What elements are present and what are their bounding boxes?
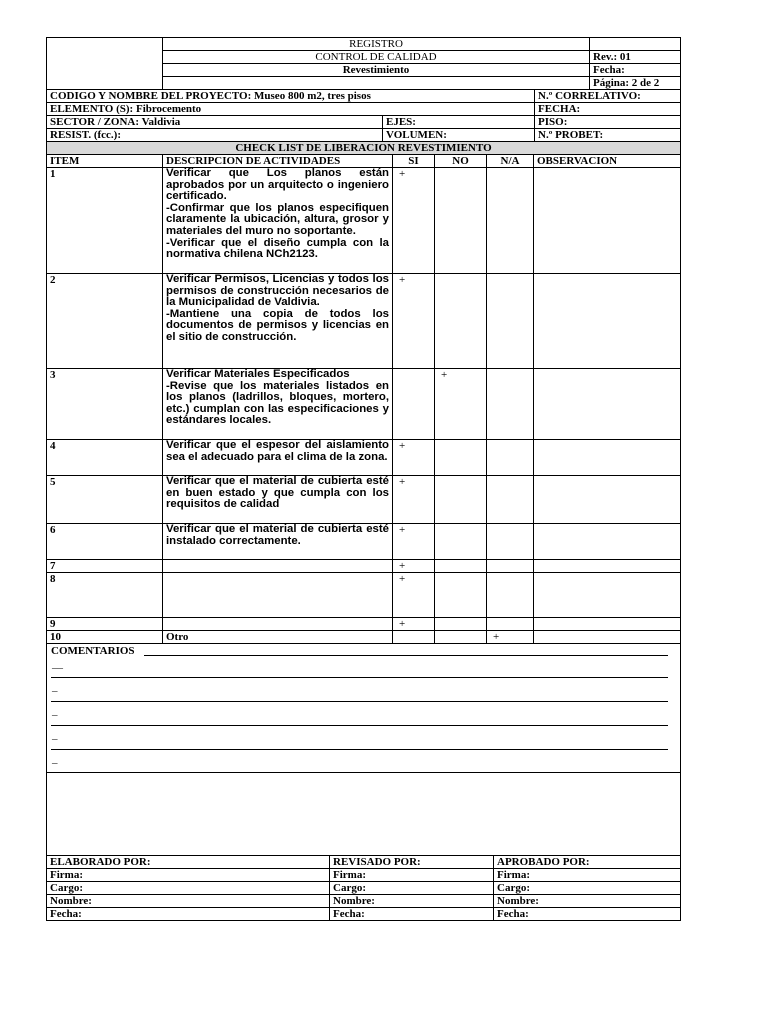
signature-field-firma[interactable]: Firma: xyxy=(47,869,330,882)
si-checkbox[interactable]: + xyxy=(393,274,435,369)
column-header: SI xyxy=(393,155,435,168)
quality-control-form xyxy=(46,37,681,921)
no-checkbox[interactable] xyxy=(435,168,487,274)
no-checkbox[interactable] xyxy=(435,476,487,524)
header-section: Revestimiento xyxy=(163,64,590,77)
comment-dash: _ xyxy=(52,729,58,741)
header-title: REGISTRO xyxy=(163,38,590,51)
observation-field[interactable] xyxy=(534,631,681,644)
na-checkbox[interactable] xyxy=(487,560,534,573)
checklist-row xyxy=(47,369,681,440)
item-number: 10 xyxy=(47,631,163,644)
project-info-table xyxy=(46,89,681,142)
checklist-row xyxy=(47,524,681,560)
comments-label: COMENTARIOS xyxy=(51,645,135,657)
header-subtitle: CONTROL DE CALIDAD xyxy=(163,51,590,64)
observation-field[interactable] xyxy=(534,440,681,476)
no-checkbox[interactable]: + xyxy=(435,369,487,440)
checklist-row xyxy=(47,168,681,274)
item-number: 6 xyxy=(47,524,163,560)
checklist-body xyxy=(47,168,681,644)
project-correlativo: N.º CORRELATIVO: xyxy=(535,90,681,103)
comment-line xyxy=(51,701,668,702)
activity-description: Verificar que el material de cubierta esté instalado correctamente. xyxy=(163,524,393,560)
signature-field-cargo[interactable]: Cargo: xyxy=(494,882,681,895)
checklist-row xyxy=(47,573,681,618)
item-number: 7 xyxy=(47,560,163,573)
observation-field[interactable] xyxy=(534,168,681,274)
no-checkbox[interactable] xyxy=(435,573,487,618)
signature-field-cargo[interactable]: Cargo: xyxy=(47,882,330,895)
comment-dash: _ xyxy=(52,753,58,765)
column-header: N/A xyxy=(487,155,534,168)
no-checkbox[interactable] xyxy=(435,560,487,573)
signature-field-nombre[interactable]: Nombre: xyxy=(330,895,494,908)
comments-section[interactable] xyxy=(46,644,681,773)
checklist-row xyxy=(47,631,681,644)
no-checkbox[interactable] xyxy=(435,618,487,631)
observation-field[interactable] xyxy=(534,476,681,524)
project-ejes: EJES: xyxy=(383,116,535,129)
checklist-row xyxy=(47,618,681,631)
column-header: ITEM xyxy=(47,155,163,168)
na-checkbox[interactable] xyxy=(487,274,534,369)
header-fecha: Fecha: xyxy=(590,64,681,77)
item-number: 1 xyxy=(47,168,163,274)
na-checkbox[interactable] xyxy=(487,573,534,618)
header-table xyxy=(46,37,681,90)
column-header: NO xyxy=(435,155,487,168)
activity-description: Otro xyxy=(163,631,393,644)
project-sector: SECTOR / ZONA: Valdivia xyxy=(47,116,383,129)
activity-description: Verificar que Los planos están aprobados por un arquitecto o ingeniero certificado. -Confirmar que los planos especifiquen claramente la ubicación, altura, grosor y materiales del muro no soportante. -Verificar que el diseño cumpla con la normativa chilena NCh2123. xyxy=(163,168,393,274)
comment-dash: _ xyxy=(52,681,58,693)
checklist-row xyxy=(47,560,681,573)
item-number: 2 xyxy=(47,274,163,369)
no-checkbox[interactable] xyxy=(435,440,487,476)
si-checkbox[interactable]: + xyxy=(393,168,435,274)
project-elemento: ELEMENTO (S): Fibrocemento xyxy=(47,103,535,116)
si-checkbox[interactable]: + xyxy=(393,573,435,618)
no-checkbox[interactable] xyxy=(435,274,487,369)
si-checkbox[interactable]: + xyxy=(393,560,435,573)
activity-description: Verificar Materiales Especificados -Revise que los materiales listados en los planos (ladrillos, bloques, mortero, etc.) cumplan con las especificaciones y estándares locales. xyxy=(163,369,393,440)
comment-line xyxy=(144,655,668,656)
header-pagina: Página: 2 de 2 xyxy=(590,77,681,90)
signature-field-firma[interactable]: Firma: xyxy=(330,869,494,882)
comment-dash: __ xyxy=(52,658,63,670)
activity-description xyxy=(163,560,393,573)
na-checkbox[interactable] xyxy=(487,369,534,440)
si-checkbox[interactable]: + xyxy=(393,524,435,560)
observation-field[interactable] xyxy=(534,618,681,631)
item-number: 5 xyxy=(47,476,163,524)
item-number: 8 xyxy=(47,573,163,618)
observation-field[interactable] xyxy=(534,573,681,618)
project-resist: RESIST. (fcc.): xyxy=(47,129,383,142)
si-checkbox[interactable] xyxy=(393,631,435,644)
signatures-table xyxy=(46,855,681,921)
signature-column-header: ELABORADO POR: xyxy=(47,856,330,869)
checklist-title: CHECK LIST DE LIBERACION REVESTIMIENTO xyxy=(47,142,681,155)
item-number: 9 xyxy=(47,618,163,631)
na-checkbox[interactable] xyxy=(487,476,534,524)
signature-column-header: APROBADO POR: xyxy=(494,856,681,869)
signature-field-fecha[interactable]: Fecha: xyxy=(494,908,681,921)
project-volumen: VOLUMEN: xyxy=(383,129,535,142)
checklist-row xyxy=(47,274,681,369)
signature-field-fecha[interactable]: Fecha: xyxy=(47,908,330,921)
activity-description: Verificar que el espesor del aislamiento sea el adecuado para el clima de la zona. xyxy=(163,440,393,476)
na-checkbox[interactable] xyxy=(487,440,534,476)
project-probet: N.º PROBET: xyxy=(535,129,681,142)
activity-description: Verificar Permisos, Licencias y todos los permisos de construcción necesarios de la Municipalidad de Valdivia. -Mantiene una copia de todos los documentos de permisos y licencias en el sitio de construcción. xyxy=(163,274,393,369)
observation-field[interactable] xyxy=(534,274,681,369)
na-checkbox[interactable] xyxy=(487,168,534,274)
activity-description: Verificar que el material de cubierta esté en buen estado y que cumpla con los requisitos de calidad xyxy=(163,476,393,524)
no-checkbox[interactable] xyxy=(435,631,487,644)
column-header: DESCRIPCION DE ACTIVIDADES xyxy=(163,155,393,168)
checklist-row xyxy=(47,476,681,524)
comment-dash: _ xyxy=(52,705,58,717)
comment-line xyxy=(51,725,668,726)
si-checkbox[interactable]: + xyxy=(393,618,435,631)
project-fecha: FECHA: xyxy=(535,103,681,116)
signature-field-firma[interactable]: Firma: xyxy=(494,869,681,882)
observation-field[interactable] xyxy=(534,560,681,573)
header-rev: Rev.: 01 xyxy=(590,51,681,64)
observation-field[interactable] xyxy=(534,524,681,560)
activity-description xyxy=(163,573,393,618)
si-checkbox[interactable]: + xyxy=(393,440,435,476)
na-checkbox[interactable] xyxy=(487,618,534,631)
signature-column-header: REVISADO POR: xyxy=(330,856,494,869)
project-codigo: CODIGO Y NOMBRE DEL PROYECTO: Museo 800 m2, tres pisos xyxy=(47,90,535,103)
si-checkbox[interactable] xyxy=(393,369,435,440)
signature-field-nombre[interactable]: Nombre: xyxy=(47,895,330,908)
signature-field-nombre[interactable]: Nombre: xyxy=(494,895,681,908)
comment-line xyxy=(51,677,668,678)
signature-field-cargo[interactable]: Cargo: xyxy=(330,882,494,895)
na-checkbox[interactable]: + xyxy=(487,631,534,644)
checklist-header-row xyxy=(47,155,681,168)
na-checkbox[interactable] xyxy=(487,524,534,560)
item-number: 3 xyxy=(47,369,163,440)
project-piso: PISO: xyxy=(535,116,681,129)
activity-description xyxy=(163,618,393,631)
comment-line xyxy=(51,749,668,750)
si-checkbox[interactable]: + xyxy=(393,476,435,524)
checklist-row xyxy=(47,440,681,476)
signature-field-fecha[interactable]: Fecha: xyxy=(330,908,494,921)
column-header: OBSERVACION xyxy=(534,155,681,168)
no-checkbox[interactable] xyxy=(435,524,487,560)
blank-area xyxy=(46,773,681,856)
observation-field[interactable] xyxy=(534,369,681,440)
logo-cell xyxy=(47,38,163,90)
checklist-table xyxy=(46,141,681,644)
item-number: 4 xyxy=(47,440,163,476)
